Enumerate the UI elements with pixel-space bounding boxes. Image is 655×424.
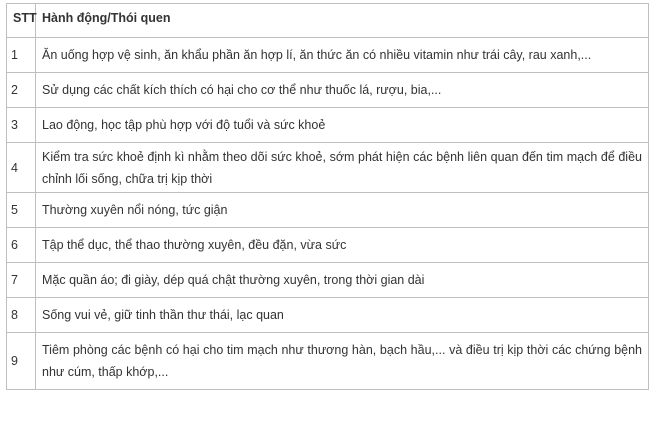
table-row	[7, 333, 649, 390]
row-action: Lao động, học tập phù hợp với độ tuổi và sức khoẻ	[36, 108, 649, 143]
row-action: Tập thể dục, thể thao thường xuyên, đều đặn, vừa sức	[36, 228, 649, 263]
row-number: 6	[7, 228, 36, 263]
row-number: 7	[7, 263, 36, 298]
header-stt: STT	[7, 4, 36, 38]
row-number: 9	[7, 333, 36, 390]
row-number: 3	[7, 108, 36, 143]
header-action: Hành động/Thói quen	[36, 4, 649, 38]
table-row	[7, 228, 649, 263]
row-action: Ăn uống hợp vệ sinh, ăn khẩu phần ăn hợp lí, ăn thức ăn có nhiều vitamin như trái cây, rau xanh,...	[36, 38, 649, 73]
table-row	[7, 38, 649, 73]
row-action: Kiểm tra sức khoẻ định kì nhằm theo dõi sức khoẻ, sớm phát hiện các bệnh liên quan đến tim mạch để điều chỉnh lối sống, chữa trị kịp thời	[36, 143, 649, 193]
row-number: 8	[7, 298, 36, 333]
habits-table-container	[6, 3, 648, 390]
row-number: 4	[7, 143, 36, 193]
row-number: 5	[7, 193, 36, 228]
row-number: 1	[7, 38, 36, 73]
table-row	[7, 298, 649, 333]
row-action: Sử dụng các chất kích thích có hại cho cơ thể như thuốc lá, rượu, bia,...	[36, 73, 649, 108]
row-number: 2	[7, 73, 36, 108]
table-row	[7, 143, 649, 193]
row-action: Tiêm phòng các bệnh có hại cho tim mạch như thương hàn, bạch hầu,... và điều trị kịp thời các chứng bệnh như cúm, thấp khớp,...	[36, 333, 649, 390]
table-row	[7, 73, 649, 108]
table-row	[7, 108, 649, 143]
table-row	[7, 193, 649, 228]
row-action: Sống vui vẻ, giữ tinh thần thư thái, lạc quan	[36, 298, 649, 333]
row-action: Thường xuyên nổi nóng, tức giận	[36, 193, 649, 228]
table-row	[7, 263, 649, 298]
table-header-row	[7, 4, 649, 38]
habits-table	[6, 3, 649, 390]
row-action: Mặc quần áo; đi giày, dép quá chật thường xuyên, trong thời gian dài	[36, 263, 649, 298]
